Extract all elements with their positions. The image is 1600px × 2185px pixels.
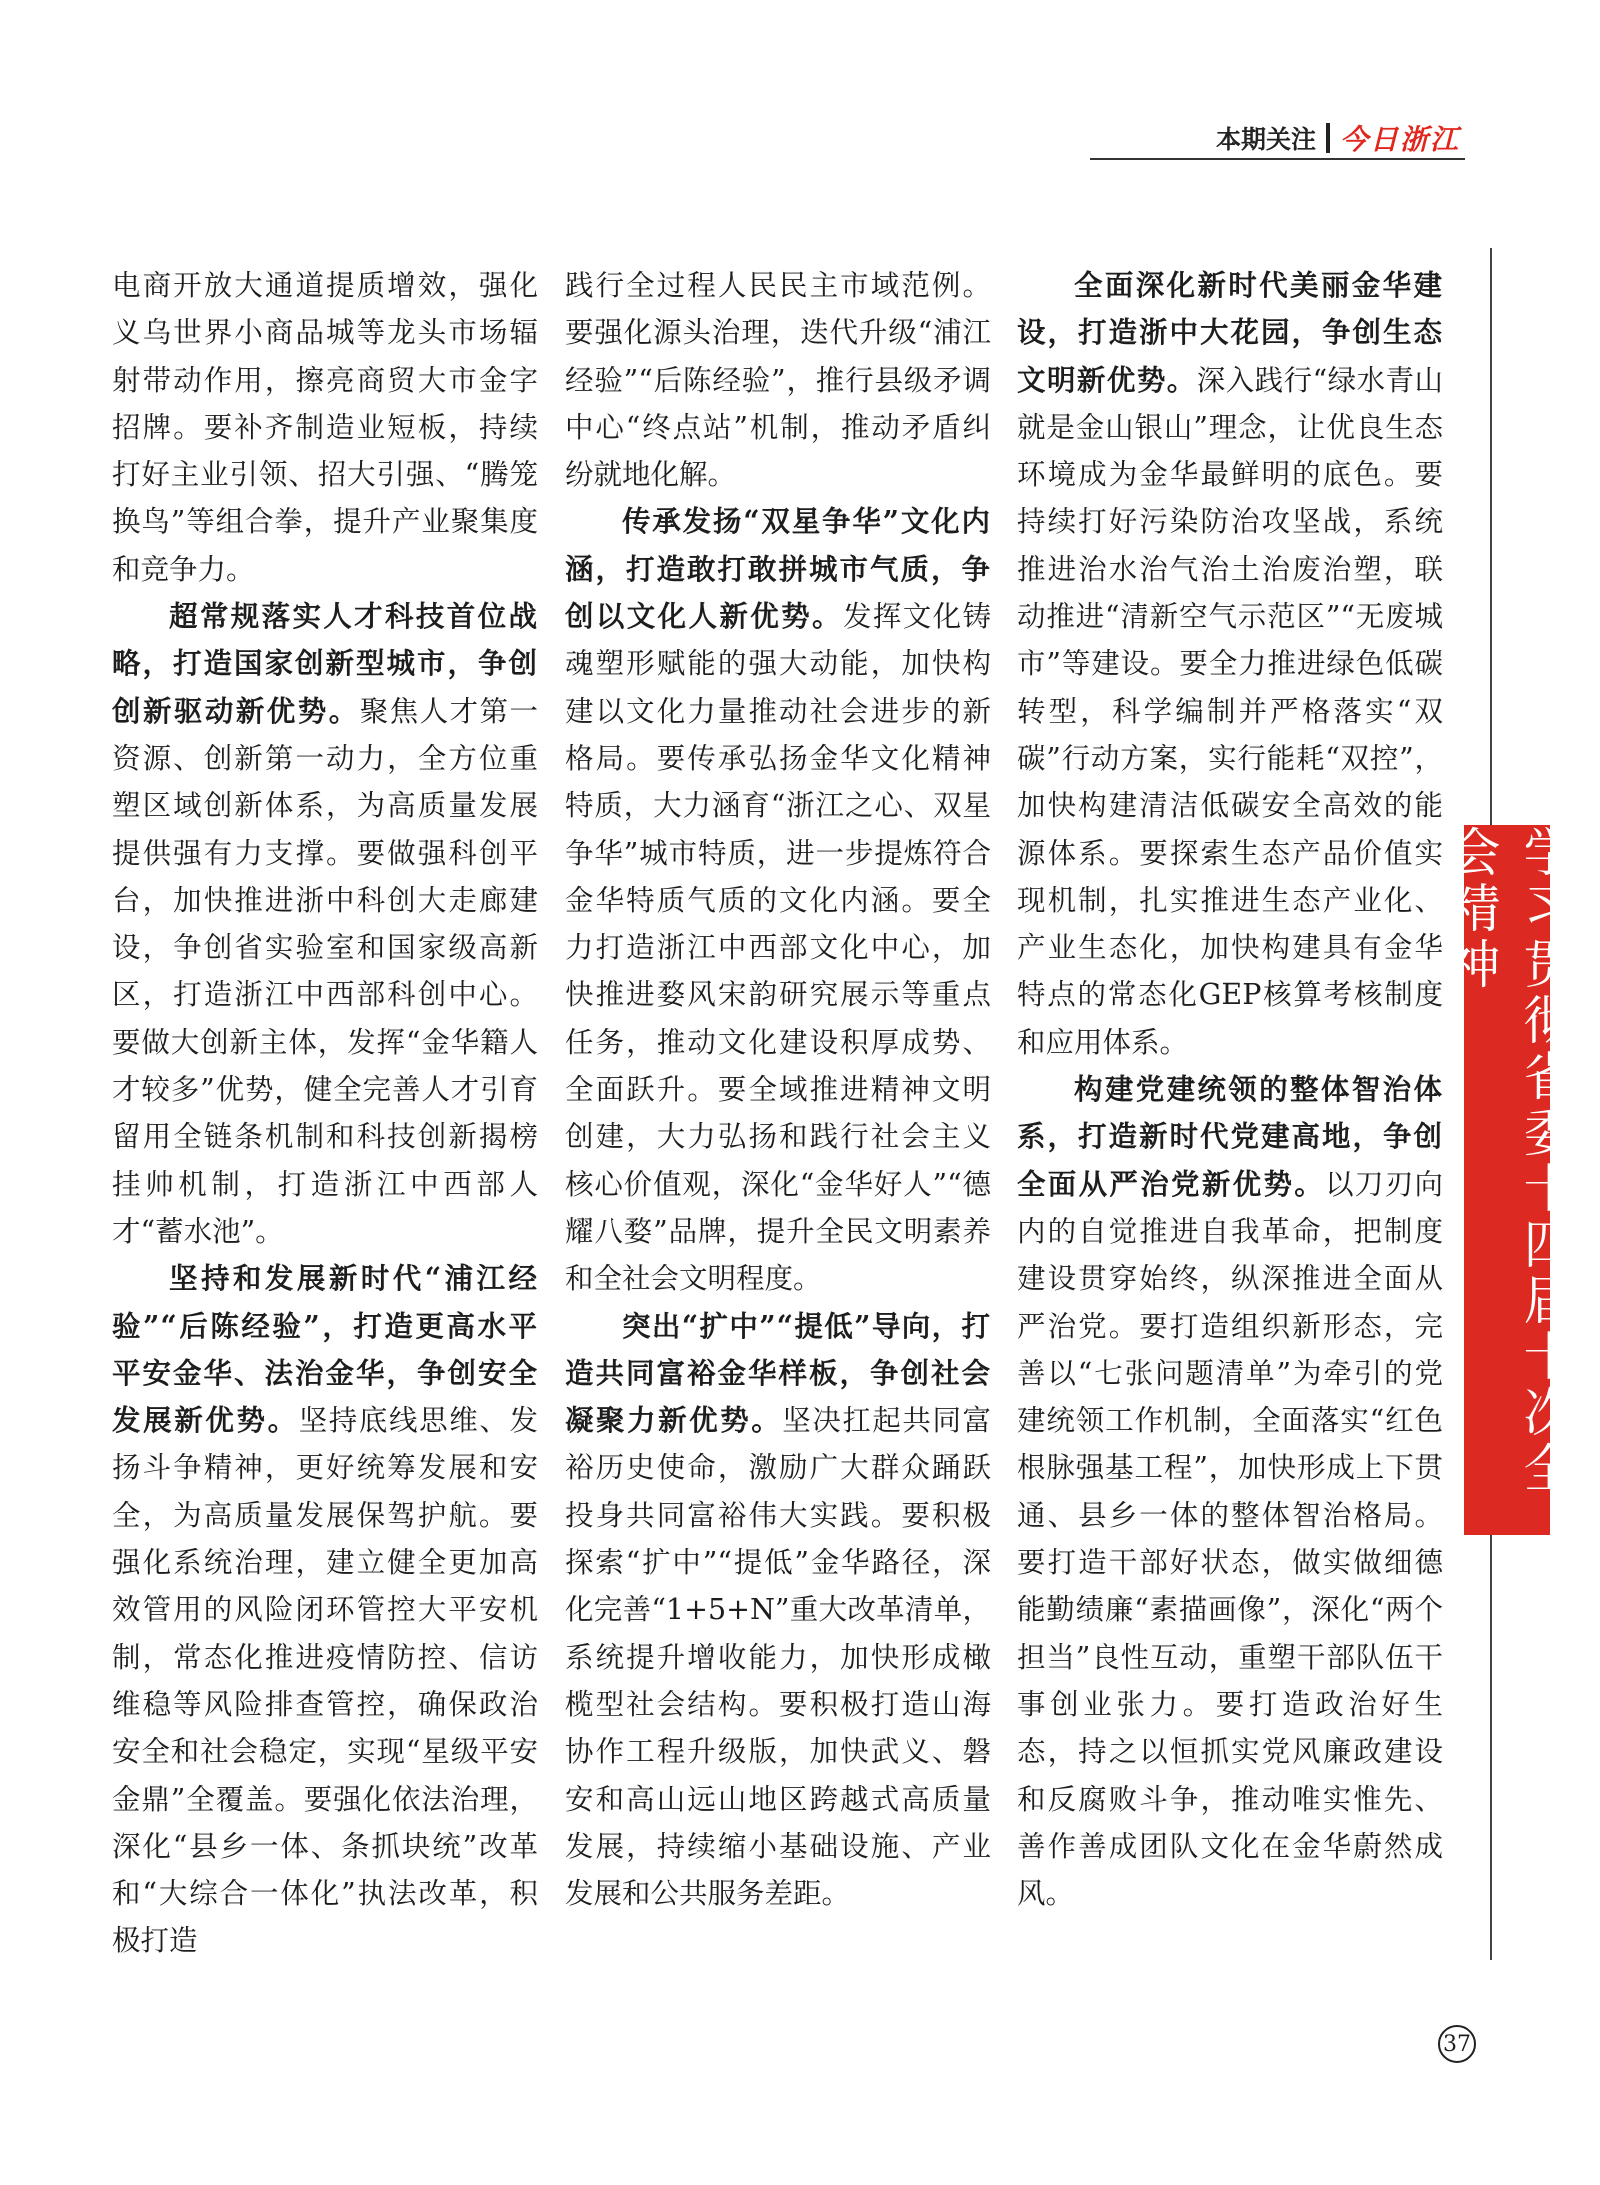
paragraph-lead: 全面深化新时代美丽金华建设，打造浙中大花园，争创生态文明新优势。 bbox=[1017, 268, 1443, 397]
side-section-tab bbox=[1439, 825, 1574, 1535]
text-column-1 bbox=[112, 262, 538, 1965]
page-number: 37 bbox=[1438, 2025, 1476, 2063]
text-column-3 bbox=[1017, 262, 1443, 1917]
paragraph: 电商开放大通道提质增效，强化义乌世界小商品城等龙头市场辐射带动作用，擦亮商贸大市金字招牌。要补齐制造业短板，持续打好主业引领、招大引强、“腾笼换鸟”等组合拳，提升产业聚集度和竞争力。 bbox=[112, 269, 538, 586]
paragraph-lead: 传承发扬“双星争华”文化内涵，打造敢打敢拼城市气质，争创以文化人新优势。 bbox=[565, 504, 991, 634]
side-title: 学习贯彻省委十四届十次全会精神 bbox=[1439, 825, 1574, 1497]
paragraph: 突出“扩中”“提低”导向，打造共同富裕金华样板，争创社会凝聚力新优势。坚决扛起共同富裕历史使命，激励广大群众踊跃投身共同富裕伟大实践。要积极探索“扩中”“提低”金华路径，深化完善“1+5+N”重大改革清单，系统提升增收能力，加快形成橄榄型社会结构。要积极打造山海协作工程升级版，加快武义、磐安和高山远山地区跨越式高质量发展，持续缩小基础设施、产业发展和公共服务差距。 bbox=[565, 1308, 991, 1911]
section-label: 本期关注 bbox=[1215, 125, 1316, 154]
text-column-2 bbox=[565, 262, 991, 1917]
paragraph-lead: 超常规落实人才科技首位战略，打造国家创新型城市，争创创新驱动新优势。 bbox=[112, 599, 538, 728]
paragraph: 传承发扬“双星争华”文化内涵，打造敢打敢拼城市气质，争创以文化人新优势。发挥文化铸魂塑形赋能的强大动能，加快构建以文化力量推动社会进步的新格局。要传承弘扬金华文化精神特质，大力涵育“浙江之心、双星争华”城市特质，进一步提炼符合金华特质气质的文化内涵。要全力打造浙江中西部文化中心，加快推进婺风宋韵研究展示等重点任务，推动文化建设积厚成势、全面跃升。要全域推进精神文明创建，大力弘扬和践行社会主义核心价值观，深化“金华好人”“德耀八婺”品牌，提升全民文明素养和全社会文明程度。 bbox=[565, 504, 991, 1296]
page-header bbox=[1216, 118, 1460, 158]
paragraph: 超常规落实人才科技首位战略，打造国家创新型城市，争创创新驱动新优势。聚焦人才第一资源、创新第一动力，全方位重塑区域创新体系，为高质量发展提供强有力支撑。要做强科创平台，加快推进浙中科创大走廊建设，争创省实验室和国家级高新区，打造浙江中西部科创中心。要做大创新主体，发挥“金华籍人才较多”优势，健全完善人才引育留用全链条机制和科技创新揭榜挂帅机制，打造浙江中西部人才“蓄水池”。 bbox=[112, 599, 538, 1248]
paragraph: 全面深化新时代美丽金华建设，打造浙中大花园，争创生态文明新优势。深入践行“绿水青山就是金山银山”理念，让优良生态环境成为金华最鲜明的底色。要持续打好污染防治攻坚战，系统推进治水治气治土治废治塑，联动推进“清新空气示范区”“无废城市”等建设。要全力推进绿色低碳转型，科学编制并严格落实“双碳”行动方案，实行能耗“双控”，加快构建清洁低碳安全高效的能源体系。要探索生态产品价值实现机制，扎实推进生态产业化、产业生态化，加快构建具有金华特点的常态化GEP核算考核制度和应用体系。 bbox=[1017, 268, 1443, 1059]
magazine-logo: 今日浙江 bbox=[1339, 123, 1460, 156]
paragraph: 构建党建统领的整体智治体系，打造新时代党建高地，争创全面从严治党新优势。以刀刃向内的自觉推进自我革命，把制度建设贯穿始终，纵深推进全面从严治党。要打造组织新形态，完善以“七张问题清单”为牵引的党建统领工作机制，全面落实“红色根脉强基工程”，加快形成上下贯通、县乡一体的整体智治格局。要打造干部好状态，做实做细德能勤绩廉“素描画像”，深化“两个担当”良性互动，重塑干部队伍干事创业张力。要打造政治好生态，持之以恒抓实党风廉政建设和反腐败斗争，推动唯实惟先、善作善成团队文化在金华蔚然成风。 bbox=[1017, 1072, 1443, 1911]
paragraph-lead: 坚持和发展新时代“浦江经验”“后陈经验”，打造更高水平平安金华、法治金华，争创安全发展新优势。 bbox=[112, 1261, 538, 1438]
header-rule bbox=[1090, 158, 1465, 160]
header-divider bbox=[1326, 123, 1330, 153]
paragraph-lead: 构建党建统领的整体智治体系，打造新时代党建高地，争创全面从严治党新优势。 bbox=[1017, 1072, 1443, 1201]
paragraph: 坚持和发展新时代“浦江经验”“后陈经验”，打造更高水平平安金华、法治金华，争创安全发展新优势。坚持底线思维、发扬斗争精神，更好统筹发展和安全，为高质量发展保驾护航。要强化系统治理，建立健全更加高效管用的风险闭环管控大平安机制，常态化推进疫情防控、信访维稳等风险排查管控，确保政治安全和社会稳定，实现“星级平安金鼎”全覆盖。要强化依法治理，深化“县乡一体、条抓块统”改革和“大综合一体化”执法改革，积极打造 bbox=[112, 1261, 538, 1958]
paragraph: 践行全过程人民民主市域范例。要强化源头治理，迭代升级“浦江经验”“后陈经验”，推行县级矛调中心“终点站”机制，推动矛盾纠纷就地化解。 bbox=[565, 269, 991, 492]
paragraph-lead: 突出“扩中”“提低”导向，打造共同富裕金华样板，争创社会凝聚力新优势。 bbox=[565, 1308, 991, 1438]
